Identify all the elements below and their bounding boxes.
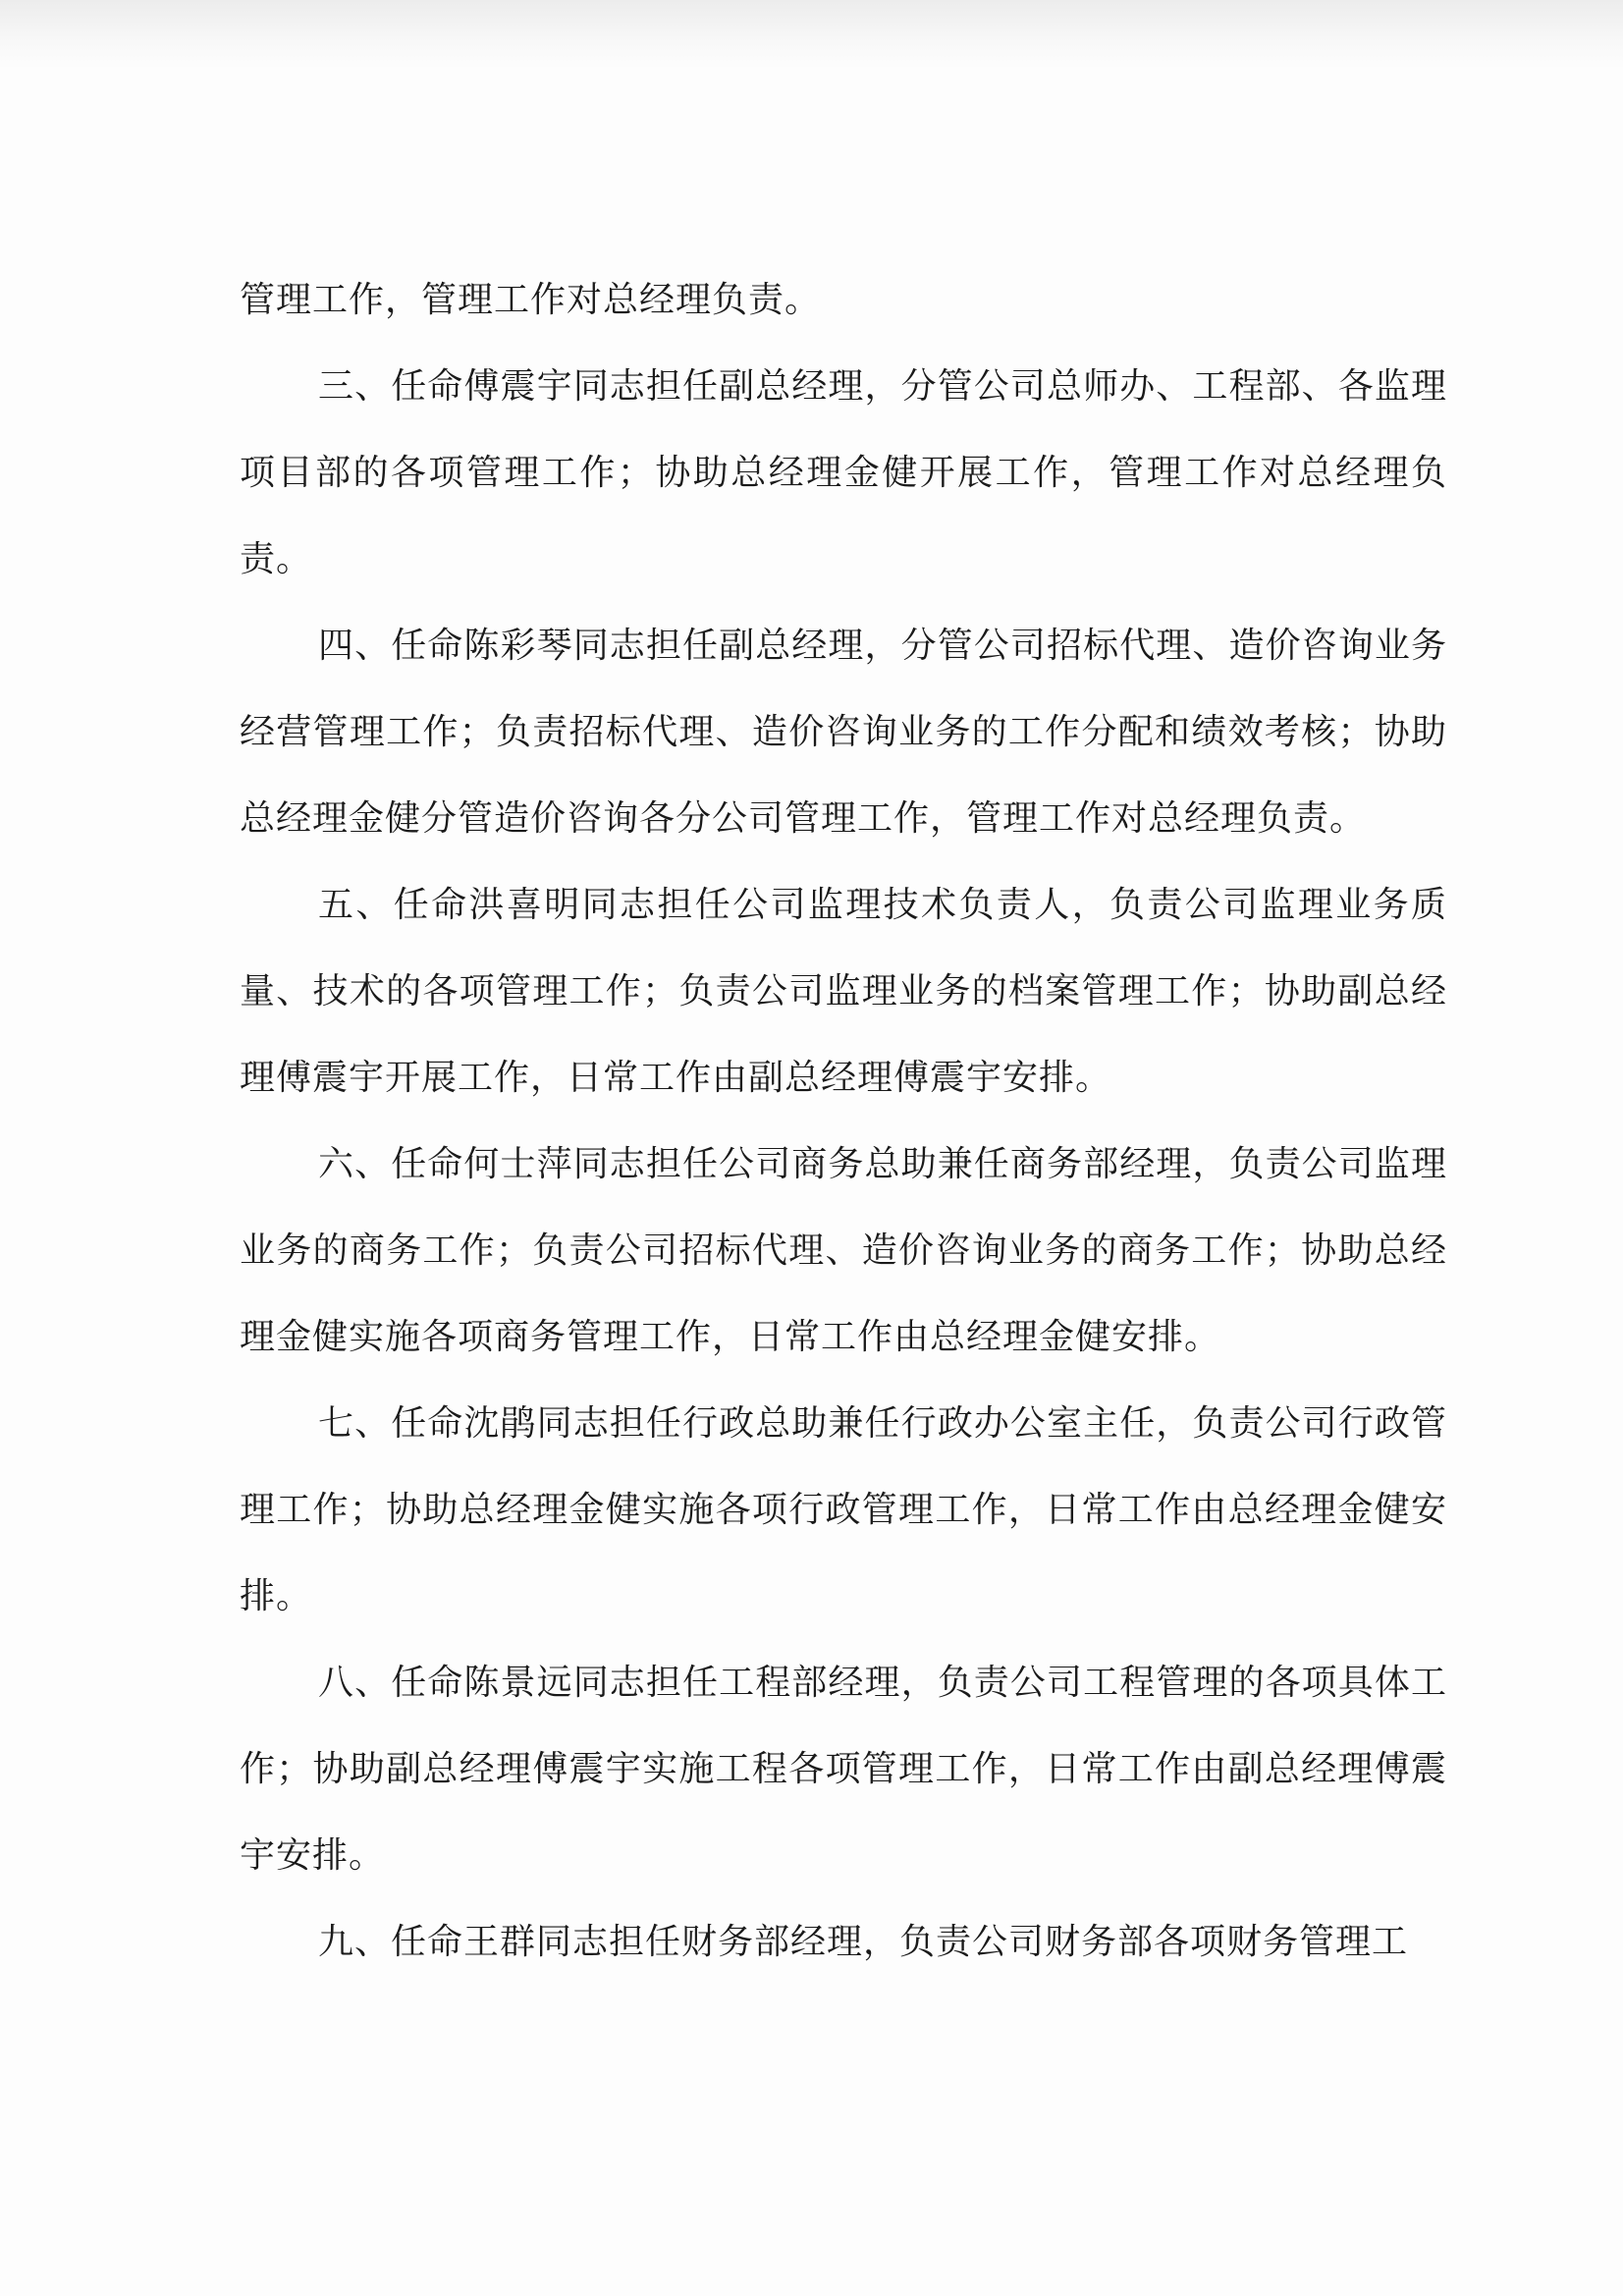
paragraph-item-8: 八、任命陈景远同志担任工程部经理，负责公司工程管理的各项具体工作；协助副总经理傅震宇实施工程各项管理工作，日常工作由副总经理傅震宇安排。: [240, 1663, 1447, 1876]
paragraph-item-3: 三、任命傅震宇同志担任副总经理，分管公司总师办、工程部、各监理项目部的各项管理工作；协助总经理金健开展工作，管理工作对总经理负责。: [240, 366, 1447, 579]
paragraph-item-4: 四、任命陈彩琴同志担任副总经理，分管公司招标代理、造价咨询业务经营管理工作；负责招标代理、造价咨询业务的工作分配和绩效考核；协助总经理金健分管造价咨询各分公司管理工作，管理工作对总经理负责。: [240, 626, 1447, 839]
paragraph-continuation: 管理工作，管理工作对总经理负责。: [240, 280, 822, 320]
paragraph-item-6: 六、任命何士萍同志担任公司商务总助兼任商务部经理，负责公司监理业务的商务工作；负责公司招标代理、造价咨询业务的商务工作；协助总经理金健实施各项商务管理工作，日常工作由总经理金健安排。: [240, 1144, 1447, 1357]
document-body: [240, 257, 1447, 1986]
paragraph-item-9: 九、任命王群同志担任财务部经理，负责公司财务部各项财务管理工: [318, 1922, 1409, 1962]
paragraph-item-7: 七、任命沈鹃同志担任行政总助兼任行政办公室主任，负责公司行政管理工作；协助总经理金健实施各项行政管理工作，日常工作由总经理金健安排。: [240, 1403, 1447, 1616]
scan-shadow: [0, 0, 1623, 69]
paragraph-item-5: 五、任命洪喜明同志担任公司监理技术负责人，负责公司监理业务质量、技术的各项管理工作；负责公司监理业务的档案管理工作；协助副总经理傅震宇开展工作，日常工作由副总经理傅震宇安排。: [240, 885, 1447, 1098]
